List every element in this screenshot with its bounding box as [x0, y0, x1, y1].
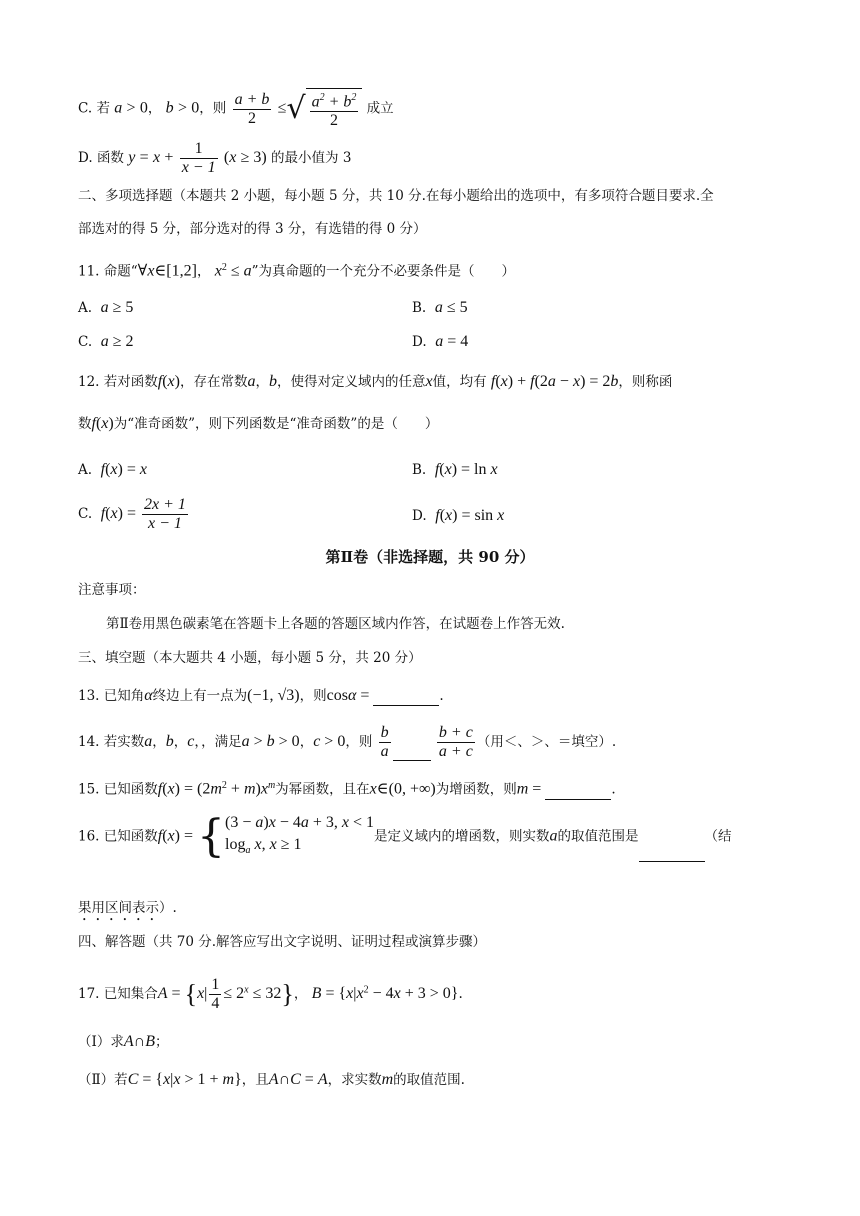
question-12-stem-cont: 数f(x)为“准奇函数”，则下列函数是“准奇函数”的是（ ） [78, 415, 439, 432]
section-3-heading: 三、填空题（本大题共 4 小题，每小题 5 分，共 20 分） [78, 650, 422, 666]
notice-heading: 注意事项： [78, 582, 146, 598]
question-12-option-b: B. f(x) = ln x [412, 461, 498, 478]
question-13: 13. 已知角α终边上有一点为(−1, √3)，则cosα = . [78, 687, 444, 704]
question-11-option-a: A. a ≥ 5 [78, 299, 134, 316]
question-17: 17. 已知集合A = {x| $\frac{1}{4}$ ≤ $2^x \le 32$}， $B = \{x|x^2 - 4x + 3 > 0\}$. [78, 976, 463, 1012]
question-12-option-c: C. f(x) = $\frac{2x + 1}{x - 1}$ [78, 496, 186, 532]
fraction: $\frac{a + b}{2}$ [234, 90, 270, 127]
question-14: 14. 若实数a，b，c，，满足a > b > 0，c > 0，则 $\frac{b}{a}$ $\frac{b + c}{a + c}$ （用＜、＞、＝填空）. [78, 724, 617, 760]
option-c-line: C. 若 a > 0， b > 0，则 $\frac{a + b}{2}$ ≤√ $\frac{a^2 + b^2}{2}$ 成立 [78, 88, 394, 130]
question-11-option-b: B. a ≤ 5 [412, 299, 468, 316]
question-11-option-d: D. a = 4 [412, 333, 469, 350]
section-4-heading: 四、解答题（共 70 分.解答应写出文字说明、证明过程或演算步骤） [78, 934, 487, 950]
question-17-part-1: （Ⅰ）求A∩B； [78, 1033, 169, 1050]
question-12-option-d: D. f(x) = sin x [412, 507, 505, 524]
question-15: 15. 已知函数$f(x) = (2m^2 + m)x^m$为幂函数，且在x∈(0, +∞)为增函数，则m = . [78, 780, 616, 798]
question-17-part-2: （Ⅱ）若C = {x|x > 1 + m}，且A∩C = A，求实数m的取值范围. [78, 1071, 465, 1088]
question-16: 16. 已知函数f(x) = { (3 − a)x − 4a + 3, x < 1 $\log_a x$, x ≥ 1 是定义域内的增函数，则实数a的取值范围是 （结 [78, 811, 732, 863]
section-2-heading-cont: 部选对的得 5 分，部分选对的得 3 分，有选错的得 0 分） [78, 221, 427, 237]
question-12-option-a: A. f(x) = x [78, 461, 147, 478]
question-16-cont: 果用区间表示）. [78, 900, 177, 916]
section-2-heading: 二、多项选择题（本题共 2 小题，每小题 5 分，共 10 分.在每小题给出的选项中，有多项符合题目要求.全 [78, 188, 714, 204]
option-d-line: D. 函数 y = x + $\frac{1}{x - 1}$ (x ≥ 3) 的最小值为 3 [78, 140, 352, 176]
question-11-option-c: C. a ≥ 2 [78, 333, 134, 350]
question-11-stem: 11. 命题“∀x∈[1,2]， $x^2 \le a$”为真命题的一个充分不必要条件是（ ） [78, 262, 516, 280]
question-12-stem: 12. 若对函数f(x)，存在常数a，b，使得对定义域内的任意x值，均有 f(x) + f(2a − x) = 2b，则称函 [78, 373, 673, 390]
notice-body: 第Ⅱ卷用黑色碳素笔在答题卡上各题的答题区域内作答，在试题卷上作答无效. [106, 616, 565, 632]
part-2-title: 第Ⅱ卷（非选择题，共 90 分） [325, 548, 535, 566]
